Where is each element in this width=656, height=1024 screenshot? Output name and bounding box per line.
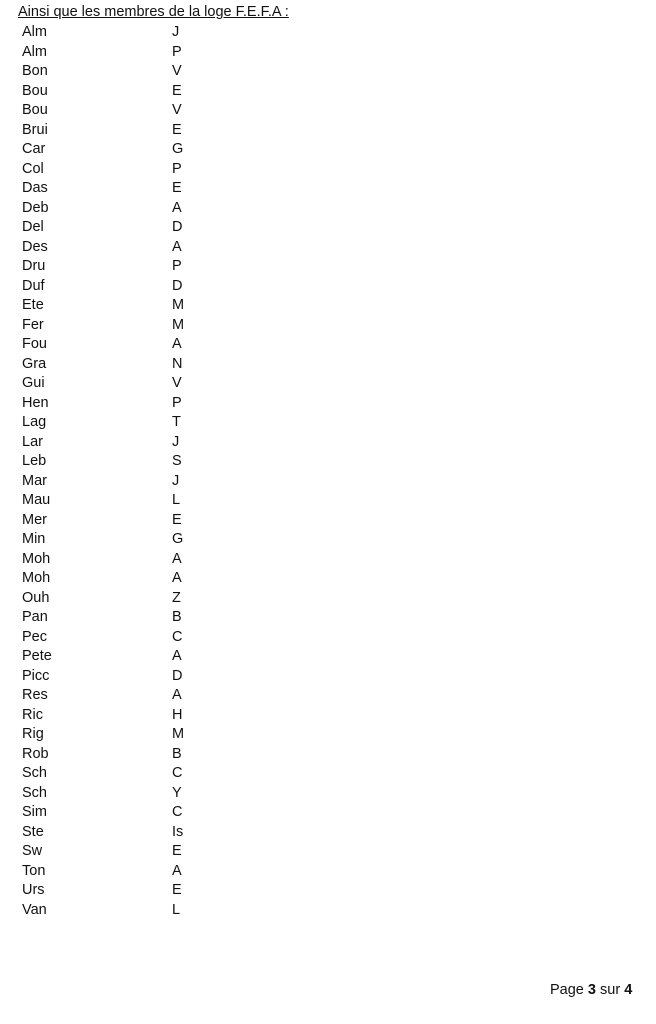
member-last-name: Dru — [22, 258, 46, 274]
member-last-name: Moh — [22, 570, 51, 586]
member-row — [22, 62, 322, 82]
member-row — [22, 842, 322, 862]
member-first-name: M — [172, 726, 185, 742]
member-first-name: E — [172, 82, 182, 99]
member-first-name: V — [172, 375, 182, 391]
member-first-name: V — [172, 63, 182, 79]
member-last-name: Bon — [22, 63, 48, 79]
member-last-name: Ric — [22, 706, 43, 723]
member-first-name: C — [172, 628, 183, 645]
member-last-name: Leb — [22, 453, 47, 469]
member-row — [22, 784, 322, 804]
member-last-name: Car — [22, 141, 46, 157]
member-first-name: E — [172, 511, 182, 528]
member-last-name: Sim — [22, 804, 47, 820]
member-row — [22, 433, 322, 453]
member-first-name: B — [172, 609, 182, 625]
member-last-name: Fou — [22, 336, 47, 352]
member-first-name: A — [172, 238, 182, 255]
member-first-name: B — [172, 745, 182, 762]
member-last-name: Ouh — [22, 589, 50, 606]
member-last-name: Pan — [22, 609, 48, 625]
member-row — [22, 862, 322, 882]
member-row — [22, 238, 322, 258]
member-first-name: M — [172, 316, 185, 333]
member-first-name: A — [172, 687, 182, 703]
member-row — [22, 823, 322, 843]
member-first-name: D — [172, 277, 183, 294]
member-last-name: Del — [22, 219, 44, 235]
member-last-name: Bou — [22, 102, 48, 118]
page-title: Ainsi que les membres de la loge F.E.F.A : — [18, 4, 289, 20]
member-first-name: L — [172, 901, 181, 918]
member-first-name: A — [172, 336, 182, 352]
member-last-name: Moh — [22, 550, 51, 567]
footer-of-word: sur — [600, 982, 621, 998]
member-first-name: J — [172, 24, 180, 40]
member-row — [22, 667, 322, 687]
page-footer — [550, 982, 632, 998]
member-first-name: E — [172, 843, 182, 859]
member-last-name: Deb — [22, 199, 49, 216]
member-first-name: D — [172, 219, 183, 235]
member-last-name: Rig — [22, 726, 44, 742]
member-row — [22, 101, 322, 121]
member-first-name: A — [172, 550, 182, 567]
member-row — [22, 881, 322, 901]
member-last-name: Gra — [22, 355, 47, 372]
member-first-name: C — [172, 765, 183, 781]
member-last-name: Lag — [22, 414, 47, 430]
member-row — [22, 257, 322, 277]
member-row — [22, 218, 322, 238]
member-row — [22, 335, 322, 355]
member-last-name: Hen — [22, 394, 49, 411]
member-row — [22, 589, 322, 609]
member-first-name: T — [172, 414, 181, 430]
member-last-name: Gui — [22, 375, 45, 391]
member-last-name: Ste — [22, 823, 44, 840]
member-row — [22, 550, 322, 570]
member-row — [22, 82, 322, 102]
member-first-name: A — [172, 648, 182, 664]
member-row — [22, 179, 322, 199]
member-row — [22, 413, 322, 433]
member-first-name: G — [172, 141, 184, 157]
member-first-name: E — [172, 180, 182, 196]
member-row — [22, 901, 322, 921]
member-row — [22, 316, 322, 336]
member-row — [22, 277, 322, 297]
member-row — [22, 803, 322, 823]
member-last-name: Das — [22, 180, 48, 196]
footer-page-number: 3 — [587, 982, 596, 998]
member-row — [22, 140, 322, 160]
member-first-name: P — [172, 258, 182, 274]
member-row — [22, 745, 322, 765]
member-last-name: Duf — [22, 277, 45, 294]
member-last-name: Ton — [22, 862, 46, 879]
member-first-name: S — [172, 453, 182, 469]
member-first-name: A — [172, 570, 182, 586]
member-row — [22, 491, 322, 511]
member-row — [22, 764, 322, 784]
member-row — [22, 160, 322, 180]
member-row — [22, 569, 322, 589]
member-row — [22, 628, 322, 648]
member-row — [22, 374, 322, 394]
member-last-name: Alm — [22, 43, 47, 60]
member-row — [22, 355, 322, 375]
member-row — [22, 121, 322, 141]
member-row — [22, 394, 322, 414]
member-row — [22, 706, 322, 726]
member-first-name: L — [172, 492, 181, 508]
member-last-name: Min — [22, 531, 46, 547]
member-first-name: Z — [172, 589, 181, 606]
member-row — [22, 296, 322, 316]
member-first-name: P — [172, 160, 182, 177]
member-last-name: Fer — [22, 316, 44, 333]
member-row — [22, 199, 322, 219]
member-first-name: A — [172, 199, 182, 216]
footer-page-word: Page — [550, 982, 584, 998]
member-last-name: Rob — [22, 745, 49, 762]
member-last-name: Ete — [22, 297, 44, 313]
member-first-name: J — [172, 433, 180, 450]
member-first-name: A — [172, 862, 182, 879]
member-row — [22, 530, 322, 550]
member-last-name: Pete — [22, 648, 52, 664]
member-first-name: P — [172, 43, 182, 60]
member-last-name: Urs — [22, 882, 45, 898]
member-last-name: Col — [22, 160, 44, 177]
footer-page-total: 4 — [624, 982, 633, 998]
member-row — [22, 472, 322, 492]
member-row — [22, 647, 322, 667]
member-first-name: E — [172, 121, 182, 138]
member-last-name: Res — [22, 687, 48, 703]
member-last-name: Bou — [22, 82, 48, 99]
member-last-name: Sch — [22, 784, 47, 801]
member-first-name: V — [172, 102, 182, 118]
member-first-name: Is — [172, 823, 184, 840]
member-row — [22, 43, 322, 63]
member-row — [22, 608, 322, 628]
member-last-name: Alm — [22, 24, 47, 40]
member-first-name: G — [172, 531, 184, 547]
member-first-name: C — [172, 804, 183, 820]
member-first-name: P — [172, 394, 182, 411]
member-first-name: N — [172, 355, 183, 372]
member-first-name: E — [172, 882, 182, 898]
member-last-name: Lar — [22, 433, 43, 450]
member-last-name: Mau — [22, 492, 51, 508]
member-row — [22, 511, 322, 531]
member-first-name: D — [172, 667, 183, 684]
member-first-name: Y — [172, 784, 182, 801]
member-first-name: M — [172, 297, 185, 313]
member-last-name: Van — [22, 901, 47, 918]
member-last-name: Sw — [22, 843, 43, 859]
member-last-name: Mer — [22, 511, 47, 528]
member-row — [22, 686, 322, 706]
member-list — [22, 23, 322, 920]
member-row — [22, 23, 322, 43]
member-last-name: Brui — [22, 121, 48, 138]
member-last-name: Picc — [22, 667, 50, 684]
member-last-name: Des — [22, 238, 48, 255]
member-last-name: Mar — [22, 472, 47, 489]
member-row — [22, 725, 322, 745]
member-first-name: H — [172, 706, 183, 723]
member-last-name: Pec — [22, 628, 47, 645]
member-first-name: J — [172, 472, 180, 489]
member-row — [22, 452, 322, 472]
member-last-name: Sch — [22, 765, 47, 781]
